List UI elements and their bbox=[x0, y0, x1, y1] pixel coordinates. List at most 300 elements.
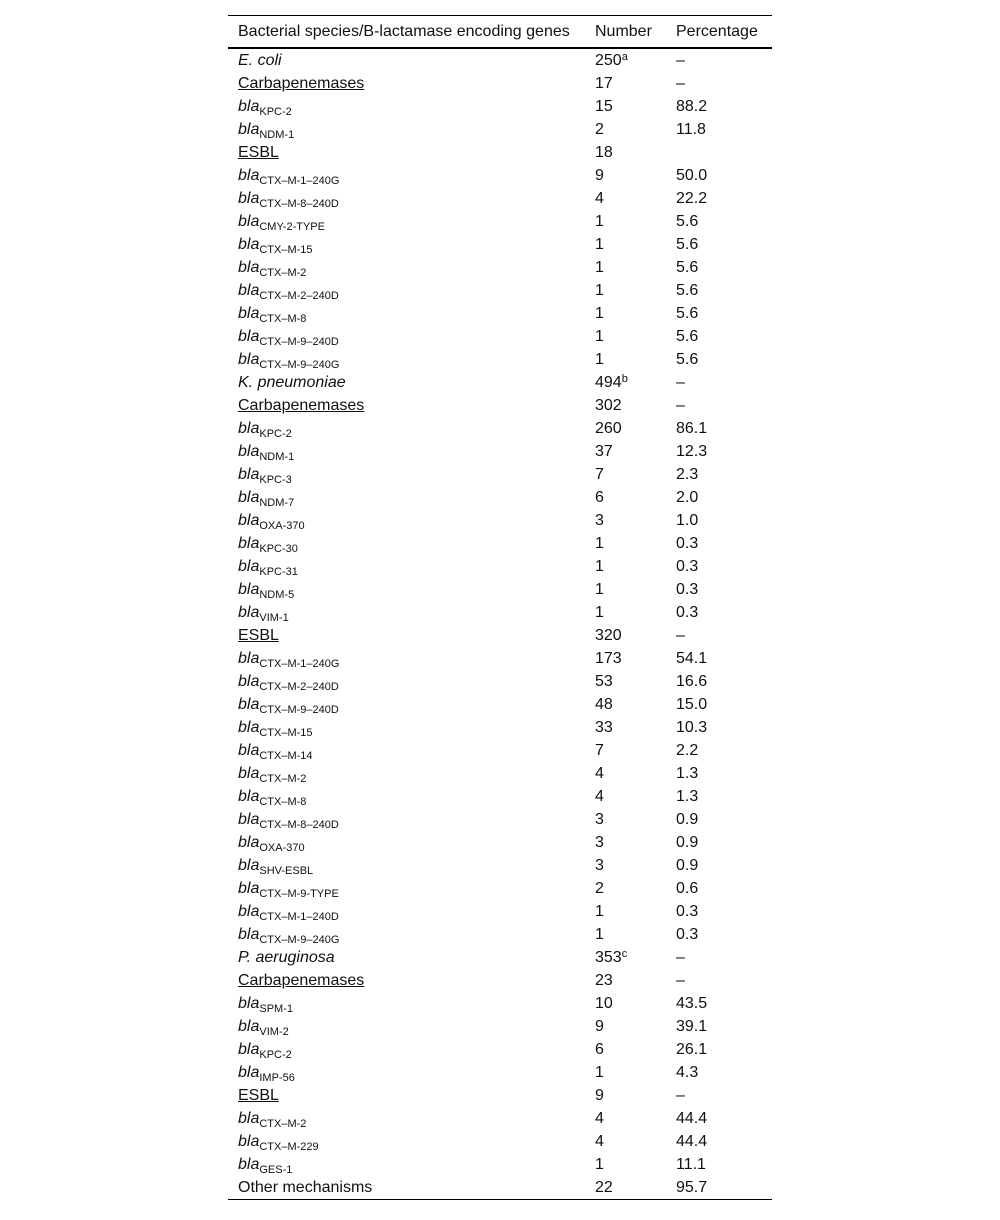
percentage-cell: 11.1 bbox=[676, 1156, 706, 1173]
row-label-cell bbox=[228, 739, 585, 762]
gene-variant: OXA-370 bbox=[259, 842, 305, 854]
percentage-cell: 0.3 bbox=[676, 558, 699, 575]
percentage-cell: 11.8 bbox=[676, 121, 706, 138]
gene-variant: NDM-1 bbox=[259, 129, 295, 141]
percentage-cell: 5.6 bbox=[676, 351, 699, 368]
table-row bbox=[228, 279, 772, 302]
group-name: ESBL bbox=[238, 627, 279, 644]
gene-prefix: bla bbox=[238, 742, 260, 759]
number-value: 37 bbox=[595, 443, 613, 460]
row-label-cell bbox=[228, 670, 585, 693]
percentage-cell: 54.1 bbox=[676, 650, 708, 667]
percentage-cell: – bbox=[676, 627, 685, 644]
number-cell bbox=[585, 946, 666, 969]
number-value: 1 bbox=[595, 581, 604, 598]
row-label-cell bbox=[228, 762, 585, 785]
percentage-cell: 95.7 bbox=[676, 1179, 708, 1196]
number-value: 18 bbox=[595, 144, 613, 161]
number-value: 1 bbox=[595, 351, 604, 368]
table-row bbox=[228, 854, 772, 877]
number-value: 494 bbox=[595, 374, 622, 391]
table-row bbox=[228, 969, 772, 992]
number-cell bbox=[585, 1176, 666, 1200]
number-value: 1 bbox=[595, 604, 604, 621]
number-cell bbox=[585, 1015, 666, 1038]
row-label-cell bbox=[228, 348, 585, 371]
row-label-cell bbox=[228, 141, 585, 164]
percentage-cell: 5.6 bbox=[676, 305, 699, 322]
gene-prefix: bla bbox=[238, 512, 260, 529]
header-percentage: Percentage bbox=[676, 22, 758, 40]
beta-lactamase-table bbox=[228, 15, 772, 1200]
table-row bbox=[228, 440, 772, 463]
gene-variant: KPC-30 bbox=[259, 543, 298, 555]
row-label-cell bbox=[228, 716, 585, 739]
gene-prefix: bla bbox=[238, 857, 260, 874]
table-row bbox=[228, 808, 772, 831]
gene-prefix: bla bbox=[238, 466, 260, 483]
number-cell bbox=[585, 969, 666, 992]
number-value: 1 bbox=[595, 535, 604, 552]
percentage-cell: 0.3 bbox=[676, 903, 699, 920]
number-value: 1 bbox=[595, 328, 604, 345]
number-value: 9 bbox=[595, 1087, 604, 1104]
gene-prefix: bla bbox=[238, 420, 260, 437]
number-cell bbox=[585, 762, 666, 785]
number-cell bbox=[585, 578, 666, 601]
gene-prefix: bla bbox=[238, 1064, 260, 1081]
number-value: 2 bbox=[595, 880, 604, 897]
number-value: 320 bbox=[595, 627, 622, 644]
percentage-cell: 0.3 bbox=[676, 926, 699, 943]
percentage-cell: 12.3 bbox=[676, 443, 708, 460]
table-row bbox=[228, 72, 772, 95]
number-cell bbox=[585, 1038, 666, 1061]
gene-prefix: bla bbox=[238, 811, 260, 828]
gene-variant: CTX–M-14 bbox=[259, 750, 313, 762]
percentage-cell: – bbox=[676, 972, 685, 989]
percentage-cell: 1.3 bbox=[676, 788, 699, 805]
gene-variant: CTX–M-2–240D bbox=[259, 290, 339, 302]
number-cell bbox=[585, 992, 666, 1015]
gene-prefix: bla bbox=[238, 305, 260, 322]
gene-variant: CMY-2-TYPE bbox=[259, 221, 325, 233]
number-cell bbox=[585, 187, 666, 210]
row-label-cell bbox=[228, 1153, 585, 1176]
percentage-cell: 88.2 bbox=[676, 98, 708, 115]
gene-prefix: bla bbox=[238, 1133, 260, 1150]
gene-prefix: bla bbox=[238, 604, 260, 621]
row-label-cell bbox=[228, 1084, 585, 1107]
number-value: 4 bbox=[595, 190, 604, 207]
row-label-cell bbox=[228, 532, 585, 555]
number-value: 1 bbox=[595, 259, 604, 276]
gene-variant: CTX–M-9–240D bbox=[259, 704, 339, 716]
number-cell bbox=[585, 854, 666, 877]
row-label-cell bbox=[228, 164, 585, 187]
row-label-cell bbox=[228, 486, 585, 509]
row-label-cell bbox=[228, 417, 585, 440]
table-row bbox=[228, 210, 772, 233]
gene-variant: CTX–M-1–240G bbox=[259, 175, 340, 187]
number-value: 260 bbox=[595, 420, 622, 437]
percentage-cell: – bbox=[676, 75, 685, 92]
footnote-marker: b bbox=[621, 373, 628, 385]
number-cell bbox=[585, 302, 666, 325]
table-row bbox=[228, 693, 772, 716]
gene-variant: CTX–M-8–240D bbox=[259, 819, 339, 831]
gene-prefix: bla bbox=[238, 903, 260, 920]
number-cell bbox=[585, 923, 666, 946]
gene-variant: NDM-5 bbox=[259, 589, 295, 601]
percentage-cell: – bbox=[676, 52, 685, 69]
gene-variant: CTX–M-8–240D bbox=[259, 198, 339, 210]
table-container bbox=[228, 15, 772, 1200]
gene-variant: CTX–M-229 bbox=[259, 1141, 319, 1153]
percentage-cell: 10.3 bbox=[676, 719, 708, 736]
number-cell bbox=[585, 1153, 666, 1176]
gene-prefix: bla bbox=[238, 581, 260, 598]
number-cell bbox=[585, 95, 666, 118]
number-value: 17 bbox=[595, 75, 613, 92]
table-row bbox=[228, 348, 772, 371]
number-value: 3 bbox=[595, 834, 604, 851]
table-row bbox=[228, 785, 772, 808]
gene-variant: CTX–M-9–240G bbox=[259, 934, 340, 946]
gene-variant: SPM-1 bbox=[259, 1003, 293, 1015]
percentage-cell: 0.3 bbox=[676, 535, 699, 552]
group-name: Carbapenemases bbox=[238, 397, 365, 414]
percentage-cell: 0.6 bbox=[676, 880, 699, 897]
number-value: 3 bbox=[595, 512, 604, 529]
group-name: Carbapenemases bbox=[238, 75, 365, 92]
species-name: E. coli bbox=[238, 52, 282, 69]
row-label-cell bbox=[228, 371, 585, 394]
row-label-cell bbox=[228, 969, 585, 992]
percentage-cell: 0.3 bbox=[676, 604, 699, 621]
number-cell bbox=[585, 900, 666, 923]
header-number: Number bbox=[595, 22, 652, 40]
number-value: 353 bbox=[595, 949, 622, 966]
percentage-cell: 2.3 bbox=[676, 466, 699, 483]
group-name: Carbapenemases bbox=[238, 972, 365, 989]
row-label-cell bbox=[228, 693, 585, 716]
row-label-cell bbox=[228, 808, 585, 831]
number-cell bbox=[585, 371, 666, 394]
table-row bbox=[228, 716, 772, 739]
number-cell bbox=[585, 72, 666, 95]
number-cell bbox=[585, 233, 666, 256]
row-label-cell bbox=[228, 992, 585, 1015]
number-cell bbox=[585, 509, 666, 532]
gene-variant: SHV-ESBL bbox=[259, 865, 314, 877]
row-label-cell bbox=[228, 1061, 585, 1084]
gene-variant: CTX–M-2–240D bbox=[259, 681, 339, 693]
gene-prefix: bla bbox=[238, 1018, 260, 1035]
number-cell bbox=[585, 417, 666, 440]
number-cell bbox=[585, 1130, 666, 1153]
table-row bbox=[228, 1153, 772, 1176]
gene-variant: CTX–M-2 bbox=[259, 267, 307, 279]
percentage-cell: 22.2 bbox=[676, 190, 708, 207]
row-label-cell bbox=[228, 1176, 585, 1200]
number-value: 6 bbox=[595, 489, 604, 506]
number-value: 7 bbox=[595, 466, 604, 483]
gene-prefix: bla bbox=[238, 673, 260, 690]
gene-prefix: bla bbox=[238, 719, 260, 736]
row-label-cell bbox=[228, 440, 585, 463]
gene-variant: NDM-7 bbox=[259, 497, 295, 509]
gene-variant: CTX–M-9-TYPE bbox=[259, 888, 339, 900]
gene-prefix: bla bbox=[238, 98, 260, 115]
number-cell bbox=[585, 1061, 666, 1084]
table-row bbox=[228, 1015, 772, 1038]
number-cell bbox=[585, 279, 666, 302]
gene-prefix: bla bbox=[238, 926, 260, 943]
number-value: 48 bbox=[595, 696, 613, 713]
row-label-cell bbox=[228, 877, 585, 900]
number-value: 33 bbox=[595, 719, 613, 736]
gene-variant: KPC-3 bbox=[259, 474, 292, 486]
number-value: 10 bbox=[595, 995, 613, 1012]
number-value: 9 bbox=[595, 1018, 604, 1035]
table-row bbox=[228, 417, 772, 440]
row-label-cell bbox=[228, 302, 585, 325]
header-species: Bacterial species/B-lactamase encoding genes bbox=[238, 22, 570, 40]
row-label-cell bbox=[228, 647, 585, 670]
gene-prefix: bla bbox=[238, 765, 260, 782]
table-row bbox=[228, 831, 772, 854]
table-row bbox=[228, 762, 772, 785]
table-row bbox=[228, 164, 772, 187]
table-row bbox=[228, 1038, 772, 1061]
gene-prefix: bla bbox=[238, 788, 260, 805]
gene-variant: VIM-1 bbox=[259, 612, 289, 624]
number-cell bbox=[585, 463, 666, 486]
number-cell bbox=[585, 164, 666, 187]
row-label-cell bbox=[228, 946, 585, 969]
number-cell bbox=[585, 693, 666, 716]
row-label: Other mechanisms bbox=[238, 1179, 373, 1196]
percentage-cell: 0.9 bbox=[676, 811, 699, 828]
number-cell bbox=[585, 48, 666, 72]
footnote-marker: a bbox=[621, 51, 628, 63]
number-cell bbox=[585, 256, 666, 279]
percentage-cell: 0.3 bbox=[676, 581, 699, 598]
percentage-cell: 86.1 bbox=[676, 420, 708, 437]
table-row bbox=[228, 371, 772, 394]
footnote-marker: c bbox=[621, 948, 628, 960]
gene-variant: NDM-1 bbox=[259, 451, 295, 463]
percentage-cell: 4.3 bbox=[676, 1064, 699, 1081]
table-row bbox=[228, 739, 772, 762]
gene-variant: KPC-2 bbox=[259, 1049, 292, 1061]
gene-prefix: bla bbox=[238, 834, 260, 851]
percentage-cell: 15.0 bbox=[676, 696, 708, 713]
table-row bbox=[228, 1107, 772, 1130]
table-row bbox=[228, 1061, 772, 1084]
number-value: 1 bbox=[595, 926, 604, 943]
percentage-cell: 43.5 bbox=[676, 995, 708, 1012]
number-value: 1 bbox=[595, 558, 604, 575]
row-label-cell bbox=[228, 325, 585, 348]
gene-prefix: bla bbox=[238, 213, 260, 230]
number-cell bbox=[585, 532, 666, 555]
table-row bbox=[228, 1130, 772, 1153]
row-label-cell bbox=[228, 256, 585, 279]
number-cell bbox=[585, 877, 666, 900]
table-header bbox=[228, 16, 772, 49]
number-value: 1 bbox=[595, 1156, 604, 1173]
number-value: 250 bbox=[595, 52, 622, 69]
number-cell bbox=[585, 601, 666, 624]
percentage-cell: – bbox=[676, 374, 685, 391]
row-label-cell bbox=[228, 1130, 585, 1153]
number-value: 302 bbox=[595, 397, 622, 414]
row-label-cell bbox=[228, 233, 585, 256]
percentage-cell: 26.1 bbox=[676, 1041, 708, 1058]
gene-prefix: bla bbox=[238, 1041, 260, 1058]
number-value: 1 bbox=[595, 236, 604, 253]
row-label-cell bbox=[228, 1107, 585, 1130]
row-label-cell bbox=[228, 1015, 585, 1038]
gene-prefix: bla bbox=[238, 121, 260, 138]
row-label-cell bbox=[228, 118, 585, 141]
percentage-cell: 1.0 bbox=[676, 512, 699, 529]
table-row bbox=[228, 1084, 772, 1107]
number-cell bbox=[585, 1107, 666, 1130]
table-row bbox=[228, 509, 772, 532]
number-value: 1 bbox=[595, 213, 604, 230]
number-cell bbox=[585, 647, 666, 670]
number-value: 15 bbox=[595, 98, 613, 115]
row-label-cell bbox=[228, 187, 585, 210]
gene-prefix: bla bbox=[238, 995, 260, 1012]
row-label-cell bbox=[228, 463, 585, 486]
table-row bbox=[228, 302, 772, 325]
table-row bbox=[228, 233, 772, 256]
number-value: 173 bbox=[595, 650, 622, 667]
gene-variant: CTX–M-9–240D bbox=[259, 336, 339, 348]
table-row bbox=[228, 578, 772, 601]
gene-prefix: bla bbox=[238, 696, 260, 713]
table-row bbox=[228, 394, 772, 417]
table-body bbox=[228, 48, 772, 1200]
header-row bbox=[228, 16, 772, 49]
number-value: 2 bbox=[595, 121, 604, 138]
number-cell bbox=[585, 624, 666, 647]
row-label-cell bbox=[228, 624, 585, 647]
number-cell bbox=[585, 555, 666, 578]
gene-variant: CTX–M-2 bbox=[259, 773, 307, 785]
row-label-cell bbox=[228, 785, 585, 808]
number-value: 4 bbox=[595, 1133, 604, 1150]
row-label-cell bbox=[228, 210, 585, 233]
number-value: 4 bbox=[595, 765, 604, 782]
number-cell bbox=[585, 670, 666, 693]
number-cell bbox=[585, 348, 666, 371]
table-row bbox=[228, 900, 772, 923]
number-value: 22 bbox=[595, 1179, 613, 1196]
percentage-cell: 0.9 bbox=[676, 834, 699, 851]
percentage-cell: 5.6 bbox=[676, 259, 699, 276]
row-label-cell bbox=[228, 923, 585, 946]
table-row bbox=[228, 187, 772, 210]
row-label-cell bbox=[228, 831, 585, 854]
percentage-cell: 5.6 bbox=[676, 213, 699, 230]
gene-prefix: bla bbox=[238, 1156, 260, 1173]
percentage-cell: 50.0 bbox=[676, 167, 708, 184]
species-name: K. pneumoniae bbox=[238, 374, 346, 391]
row-label-cell bbox=[228, 509, 585, 532]
number-cell bbox=[585, 394, 666, 417]
number-value: 1 bbox=[595, 305, 604, 322]
table-row bbox=[228, 463, 772, 486]
number-value: 9 bbox=[595, 167, 604, 184]
group-name: ESBL bbox=[238, 144, 279, 161]
number-cell bbox=[585, 1084, 666, 1107]
gene-prefix: bla bbox=[238, 167, 260, 184]
gene-prefix: bla bbox=[238, 328, 260, 345]
percentage-cell: 44.4 bbox=[676, 1110, 708, 1127]
row-label-cell bbox=[228, 578, 585, 601]
percentage-cell: 1.3 bbox=[676, 765, 699, 782]
table-row bbox=[228, 923, 772, 946]
gene-variant: GES-1 bbox=[259, 1164, 293, 1176]
number-cell bbox=[585, 716, 666, 739]
table-row bbox=[228, 486, 772, 509]
number-cell bbox=[585, 118, 666, 141]
number-cell bbox=[585, 210, 666, 233]
table-row bbox=[228, 555, 772, 578]
table-row bbox=[228, 946, 772, 969]
percentage-cell: – bbox=[676, 397, 685, 414]
percentage-cell: 2.0 bbox=[676, 489, 699, 506]
row-label-cell bbox=[228, 555, 585, 578]
gene-variant: CTX–M-8 bbox=[259, 796, 307, 808]
table-row bbox=[228, 95, 772, 118]
percentage-cell: – bbox=[676, 1087, 685, 1104]
row-label-cell bbox=[228, 1038, 585, 1061]
gene-variant: IMP-56 bbox=[259, 1072, 295, 1084]
number-value: 1 bbox=[595, 1064, 604, 1081]
gene-prefix: bla bbox=[238, 259, 260, 276]
number-value: 7 bbox=[595, 742, 604, 759]
species-name: P. aeruginosa bbox=[238, 949, 335, 966]
table-row bbox=[228, 877, 772, 900]
gene-prefix: bla bbox=[238, 1110, 260, 1127]
percentage-cell: 44.4 bbox=[676, 1133, 708, 1150]
gene-variant: CTX–M-9–240G bbox=[259, 359, 340, 371]
percentage-cell: – bbox=[676, 949, 685, 966]
number-cell bbox=[585, 486, 666, 509]
number-value: 3 bbox=[595, 811, 604, 828]
number-value: 3 bbox=[595, 857, 604, 874]
number-cell bbox=[585, 440, 666, 463]
percentage-cell: 5.6 bbox=[676, 328, 699, 345]
table-row bbox=[228, 601, 772, 624]
gene-prefix: bla bbox=[238, 282, 260, 299]
table-row bbox=[228, 647, 772, 670]
percentage-cell bbox=[666, 141, 772, 164]
table-row bbox=[228, 532, 772, 555]
gene-variant: CTX–M-2 bbox=[259, 1118, 307, 1130]
group-name: ESBL bbox=[238, 1087, 279, 1104]
table-row bbox=[228, 325, 772, 348]
table-row bbox=[228, 141, 772, 164]
number-cell bbox=[585, 141, 666, 164]
number-value: 1 bbox=[595, 282, 604, 299]
